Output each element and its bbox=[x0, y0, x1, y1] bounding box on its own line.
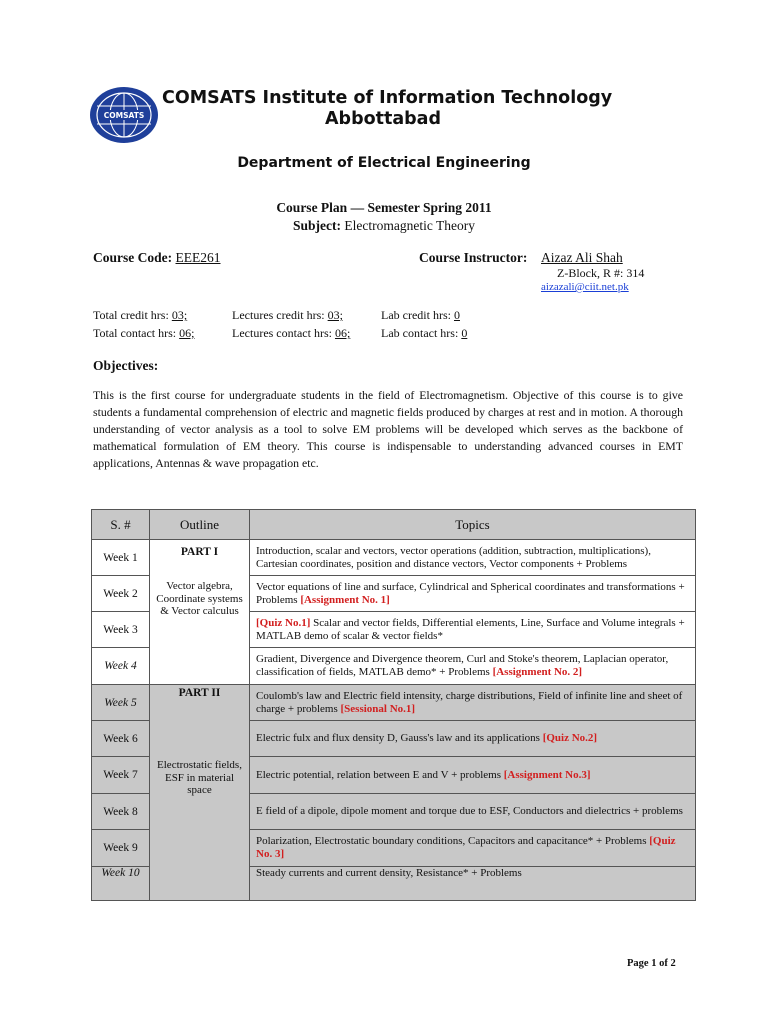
lab-contact-label: Lab contact hrs: bbox=[381, 326, 459, 340]
topic-text: Electric fulx and flux density D, Gauss's law and its applications bbox=[256, 732, 540, 744]
topic-cell bbox=[250, 830, 696, 867]
topic-text: Introduction, scalar and vectors, vector operations (addition, subtraction, multiplications), Cartesian coordinates, position and distance vectors, Vector components + Problems bbox=[256, 544, 651, 570]
part1-outline-cell bbox=[150, 540, 250, 685]
week-cell: Week 3 bbox=[92, 612, 150, 648]
part2-title: PART II bbox=[178, 687, 221, 699]
topic-cell bbox=[250, 612, 696, 648]
topic-text: Gradient, Divergence and Divergence theorem, Curl and Stoke's theorem, Laplacian operator, classification of fields, MATLAB demo* + Problems bbox=[256, 653, 669, 678]
week-cell: Week 7 bbox=[92, 757, 150, 794]
quiz-tag: [Quiz No.1] bbox=[256, 616, 311, 629]
lecture-credit-hrs bbox=[232, 308, 343, 323]
topic-text: Vector equations of line and surface, Cylindrical and Spherical coordinates and transformations + Problems bbox=[256, 580, 685, 606]
lecture-contact-value: 06; bbox=[334, 326, 351, 340]
topic-cell bbox=[250, 867, 696, 901]
sessional-tag: [Sessional No.1] bbox=[340, 702, 416, 715]
instructor-room: Z-Block, R #: 314 bbox=[557, 266, 645, 280]
page-number: Page 1 of 2 bbox=[627, 958, 676, 969]
lab-credit-label: Lab credit hrs: bbox=[381, 308, 451, 322]
lab-contact-value: 0 bbox=[461, 326, 468, 340]
topic-cell bbox=[250, 721, 696, 757]
table-header-row bbox=[92, 510, 696, 540]
topic-cell bbox=[250, 648, 696, 685]
objectives-text: This is the first course for undergraduate students in the field of Electromagnetism. Objective of this course is to give students a fundamental comprehension of electric and magnetic fields produced by charges at rest and in motion. A thorough understanding of vector analysis as a tool to solve EM problems will be developed which serves as the backbone of mathematical formulation of EM theory. This course is indispensable to understanding advanced courses in EMT applications, Antennas & wave propagation etc. bbox=[93, 388, 683, 470]
subject-label: Subject: bbox=[293, 218, 342, 233]
week-cell: Week 4 bbox=[92, 648, 150, 685]
topic-cell bbox=[250, 794, 696, 830]
course-plan-table bbox=[91, 509, 696, 901]
quiz-tag: [Quiz No.2] bbox=[542, 732, 598, 744]
lecture-contact-label: Lectures contact hrs: bbox=[232, 326, 332, 340]
topic-text: E field of a dipole, dipole moment and torque due to ESF, Conductors and dielectrics + problems bbox=[256, 805, 683, 817]
lecture-credit-value: 03; bbox=[327, 308, 343, 322]
institution-name: COMSATS Institute of Information Technology bbox=[162, 88, 613, 108]
subject-value: Electromagnetic Theory bbox=[344, 218, 475, 233]
total-contact-label: Total contact hrs: bbox=[93, 326, 177, 340]
course-code bbox=[93, 250, 221, 266]
total-contact-hrs bbox=[93, 326, 194, 341]
instructor-name: Aizaz Ali Shah bbox=[541, 250, 623, 265]
instructor-label: Course Instructor: bbox=[419, 250, 528, 265]
topic-text: Steady currents and current density, Resistance* + Problems bbox=[256, 867, 522, 879]
part2-outline-cell bbox=[150, 685, 250, 901]
week-cell: Week 10 bbox=[92, 867, 150, 901]
topic-text: Electric potential, relation between E and V + problems bbox=[256, 768, 501, 781]
assignment-tag: [Assignment No.3] bbox=[503, 768, 591, 781]
week-cell: Week 8 bbox=[92, 794, 150, 830]
total-contact-value: 06; bbox=[179, 326, 195, 340]
total-credit-label: Total credit hrs: bbox=[93, 308, 169, 322]
table-row bbox=[92, 685, 696, 721]
subject-line bbox=[0, 218, 768, 234]
topic-text: Polarization, Electrostatic boundary conditions, Capacitors and capacitance* + Problems bbox=[256, 835, 647, 847]
week-cell: Week 1 bbox=[92, 540, 150, 576]
assignment-tag: [Assignment No. 2] bbox=[492, 666, 583, 678]
instructor-email-link[interactable]: aizazali@ciit.net.pk bbox=[541, 281, 629, 293]
week-cell: Week 5 bbox=[92, 685, 150, 721]
part1-desc: Vector algebra, Coordinate systems & Vector calculus bbox=[156, 580, 243, 617]
campus-name: Abbottabad bbox=[325, 109, 442, 129]
lab-contact-hrs bbox=[381, 326, 467, 341]
part2-desc: Electrostatic fields, ESF in material space bbox=[157, 759, 242, 796]
quiz-tag: [Quiz No. 3] bbox=[256, 835, 676, 860]
total-credit-hrs bbox=[93, 308, 187, 323]
topic-cell bbox=[250, 576, 696, 612]
assignment-tag: [Assignment No. 1] bbox=[300, 593, 390, 606]
week-cell: Week 6 bbox=[92, 721, 150, 757]
lecture-credit-label: Lectures credit hrs: bbox=[232, 308, 325, 322]
topic-cell bbox=[250, 757, 696, 794]
part1-title: PART I bbox=[180, 546, 219, 558]
course-plan-title: Course Plan — Semester Spring 2011 bbox=[276, 200, 492, 215]
objectives-title: Objectives: bbox=[93, 358, 159, 373]
lab-credit-value: 0 bbox=[453, 308, 460, 322]
week-cell: Week 9 bbox=[92, 830, 150, 867]
topic-cell bbox=[250, 685, 696, 721]
lab-credit-hrs bbox=[381, 308, 460, 323]
lecture-contact-hrs bbox=[232, 326, 350, 341]
table-row bbox=[92, 540, 696, 576]
topic-text: Scalar and vector fields, Differential elements, Line, Surface and Volume integrals + MATLAB demo of scalar & vector fields* bbox=[256, 616, 685, 642]
comsats-logo bbox=[89, 86, 159, 144]
header-outline: Outline bbox=[150, 510, 250, 540]
header-topics: Topics bbox=[250, 510, 696, 540]
department-title: Department of Electrical Engineering bbox=[237, 155, 531, 171]
header-sn: S. # bbox=[92, 510, 150, 540]
topic-cell bbox=[250, 540, 696, 576]
svg-text:COMSATS: COMSATS bbox=[103, 111, 145, 120]
total-credit-value: 03; bbox=[171, 308, 188, 322]
course-code-label: Course Code: bbox=[93, 250, 173, 265]
topic-text: Coulomb's law and Electric field intensity, charge distributions, Field of infinite line and sheet of charge + problems bbox=[256, 689, 683, 715]
course-code-value: EEE261 bbox=[175, 250, 221, 265]
week-cell: Week 2 bbox=[92, 576, 150, 612]
